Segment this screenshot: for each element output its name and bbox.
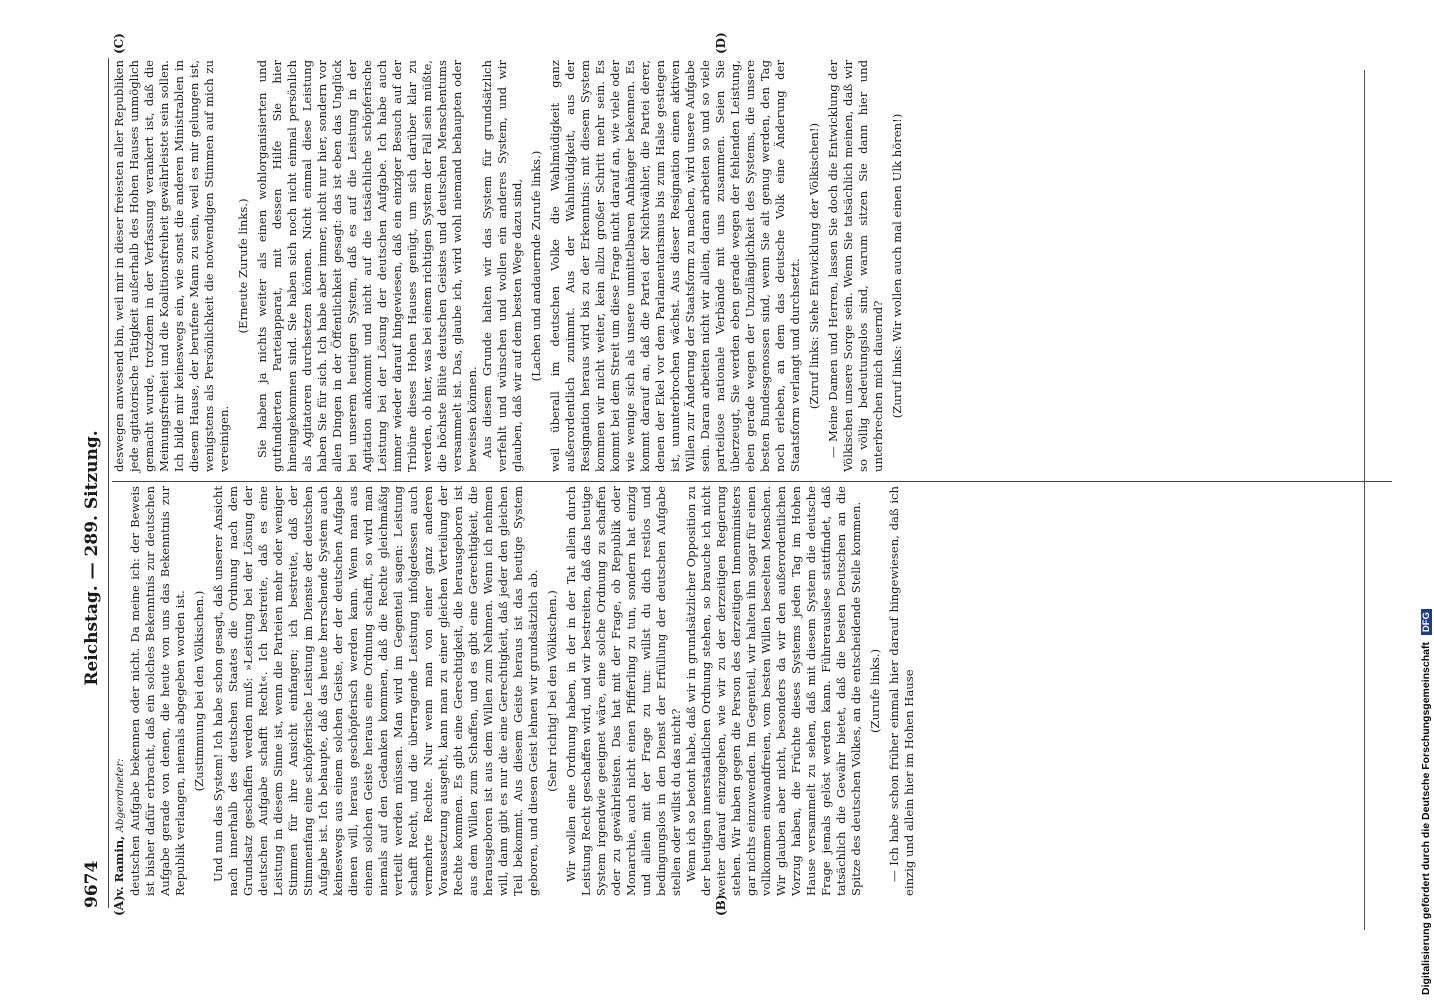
paragraph: weil überall im deutschen Volke die Wahlmüdigkeit ganz außerordentlich zunimmt. Aus der Wahlmüdigkeit, aus der Resignation heraus wird bis zu der Erkenntnis: mit diesem System kommen wir nicht weiter, kein allzu großer Schritt mehr sein. Es kommt bei dem Streit um diese Frage nicht darauf an, wie viele oder wie wenige sich als unsere unmittelbaren Anhänger bekennen. Es kommt darauf an, daß die Partei der Nichtwähler, die Partei derer, denen der Ekel vor dem Parlamentarismus bis zum Halse gestiegen ist, ununterbrochen wächst. Aus dieser Resignation einen aktiven Willen zur Änderung der Staatsform zu machen, wird unsere Aufgabe sein. Daran arbeiten nicht wir allein, daran arbeiten so und so viele parteilose nationale Verbände mit uns zusammen. Seien Sie überzeugt, Sie werden eben gerade wegen der fehlenden Leistung, eben gerade wegen der Unzulänglichkeit des Systems, die unsere besten Bundesgenossen sind, wenn Sie alt genug werden, den Tag noch erleben, an dem das deutsche Volk eine Änderung der Staatsform verlangt und durchsetzt. [548, 60, 802, 472]
interjection: (Erneute Zurufe links.) [236, 198, 250, 334]
paragraph: — Meine Damen und Herren, lassen Sie doch die Entwicklung der Völkischen unsere Sorge sein. Wenn Sie tatsächlich meinen, daß wir so völlig bedeutungslos sind, warum sitzen Sie dann hier und unterbrechen mich dauernd? [826, 60, 885, 472]
paragraph: Wenn ich so betont habe, daß wir in grundsätzlicher Opposition zu der heutigen innerstaatlichen Ordnung stehen, so brauche ich nicht weiter darauf einzugehen, wie wir zu der derzeitigen Regierung stehen. Wir haben gegen die Person des derzeitigen Innenministers gar nichts einzuwenden. Im Gegenteil, wir halten ihn sogar für einen vollkommen einwandfreien, vom besten Willen beseelten Menschen. Wir glauben aber nicht, besonders da wir den außerordentlichen Vorzug haben, die Früchte dieses Systems jeden Tag im Hohen Hause versammelt zu sehen, daß mit diesem System die deutsche Frage jemals gelöst werden kann. Führerauslese stattfindet, daß tatsächlich die Gewähr bietet, daß die besten Deutschen an die Spitze des deutschen Volkes, an die entscheidende Stelle kommen. [684, 486, 863, 896]
paragraph: Und nun das System! Ich habe schon gesagt, daß unserer Ansicht nach innerhalb des deutschen Staates die Ordnung nach dem Grundsatz geschaffen werden muß: »Leistung bei der Lösung der deutschen Aufgabe schafft Recht«. Ich bestreite, daß es eine Leistung in diesem Sinne ist, wenn die Parteien mehr oder weniger Stimmen für ihre Ansicht einfangen; ich bestreite, daß der Stimmenfang eine schöpferische Leistung im Dienste der deutschen Aufgabe ist. Ich behaupte, daß das heute herrschende System auch keineswegs aus einem solchen Geiste, der der deutschen Aufgabe dienen will, heraus geschöpferisch werden kann. Wenn man aus einem solchen Geiste heraus eine Ordnung schafft, so wird man niemals auf den Gedanken kommen, daß die Rechte gleichmäßig verteilt werden müssen. Man wird im Gegenteil sagen: Leistung schafft Recht, und die überragende Leistung infolgedessen auch vermehrte Rechte. Nur wenn man von einer ganz anderen Voraussetzung ausgeht, kann man zu einer gleichen Verteilung der Rechte kommen. Es gibt eine Gerechtigkeit, die herausgeboren ist aus dem Willen zum Schaffen, und es gibt eine Gerechtigkeit, die herausgeboren ist aus dem Willen zum Nehmen. Wenn ich nehmen will, dann gibt es nur die eine Gerechtigkeit, daß jeder den gleichen Teil bekommt. Aus diesem Geiste heraus ist das heutige System geboren, und diesen Geist lehnen wir grundsätzlich ab. [211, 486, 540, 896]
interjection: (Zuruf links: Wir wollen auch mal einen Ulk hören!) [890, 113, 904, 419]
scan-edge-line [1364, 70, 1365, 930]
paragraph: Aus diesem Grunde halten wir das System für grundsätzlich verfehlt und wünschen und wollen ein anderes System, und wir glauben, daß wir auf dem besten Wege dazu sind, [480, 60, 524, 472]
interjection: (Zurufe links.) [868, 649, 882, 733]
paragraph: deutschen Aufgabe bekennen oder nicht. Da meine ich: der Beweis ist bisher dafür erbracht, daß ein solches Bekenntnis zur deutschen Aufgabe gerade von denen, die heute von uns das Bekenntnis zur Republik verlangen, niemals abgegeben worden ist. [128, 486, 187, 896]
dfg-logo: DFG [1421, 609, 1432, 635]
digitization-text: Digitalisierung gefördert durch die Deutsche Forschungsgemeinschaft [1420, 642, 1432, 995]
interjection: (Sehr richtig! bei den Völkischen.) [545, 590, 559, 792]
interjection: (Zustimmung bei den Völkischen.) [192, 590, 206, 792]
paragraph: Wir wollen eine Ordnung haben, in der in der Tat allein durch Leistung Recht geschaffen wird, und wir bestreiten, daß das heutige System irgendwie geeignet wäre, eine solche Ordnung zu schaffen oder zu gewährleisten. Das hat mit der Frage, ob Republik oder Monarchie, auch nicht einen Pfifferling zu tun, sondern hat einzig und allein mit der Frage zu tun: willst du dich restlos und bedingungslos in den Dienst der Erfüllung der deutschen Aufgabe stellen oder willst du das nicht? [564, 486, 683, 896]
margin-mark-d: (D) [714, 32, 728, 54]
page-number: 9674 [82, 860, 102, 908]
speaker-role: Abgeordneter: [115, 758, 126, 833]
column-divider [112, 481, 1392, 482]
header-rule [108, 58, 109, 908]
paragraph: deswegen anwesend bin, weil mir in dieser freiesten aller Republiken jede agitatorische Tätigkeit außerhalb des Hohen Hauses unmöglich gemacht wurde, trotzdem in der Verfassung verankert ist, daß die Meinungsfreiheit und die Koalitionsfreiheit gewährleistet sein sollen. Ich bilde mir keineswegs ein, wie sonst die anderen Ministrablen in diesem Hause, der berufene Mann zu sein, weil es mir gelungen ist, wenigstens als Persönlichkeit die notwendigen Stimmen auf mich zu vereinigen. [112, 60, 231, 472]
page-header [82, 208, 108, 908]
paragraph: — Ich habe schon früher einmal hier darauf hingewiesen, daß ich einzig und allein hier im Hohen Hause [887, 486, 916, 896]
interjection: (Lachen und andauernde Zurufe links.) [529, 150, 543, 382]
margin-mark-c: (C) [112, 33, 126, 54]
session-title: Reichstag. — 289. Sitzung. [82, 430, 102, 686]
right-column [112, 60, 909, 472]
interjection: (Zuruf links: Siehe Entwicklung der Völkischen!) [807, 122, 821, 410]
margin-mark-b: (B) [714, 894, 728, 916]
paragraph: Sie haben ja nichts weiter als einen wohlorganisierten und gutfundierten Parteiapparat, mit dessen Hilfe Sie hier hineingekommen sind. Sie haben sich noch nicht einmal persönlich als Agitatoren durchsetzen können. Nicht einmal diese Leistung haben Sie für sich. Ich habe aber immer, nicht nur hier, sondern vor allen Dingen in der Öffentlichkeit gesagt: das ist eben das Unglück bei unserem heutigen System, daß es auf die Leistung in der Agitation ankommt und nicht auf die tatsächliche schöpferische Leistung bei der Lösung der deutschen Aufgabe. Ich habe auch immer wieder darauf hingewiesen, daß ein einziger Besuch auf der Tribüne dieses Hohen Hauses genügt, um sich darüber klar zu werden, ob hier, was bei einem richtigen System der Fall sein müßte, die höchste Blüte deutschen Geistes und deutschen Menschentums versammelt ist. Das, glaube ich, wird wohl niemand behaupten oder beweisen können. [255, 60, 479, 472]
left-column [112, 486, 917, 896]
speaker-line [112, 486, 128, 896]
speaker-name: v. Ramin, [112, 835, 126, 896]
margin-mark-a: (A) [112, 895, 126, 916]
digitization-note [1420, 5, 1432, 995]
